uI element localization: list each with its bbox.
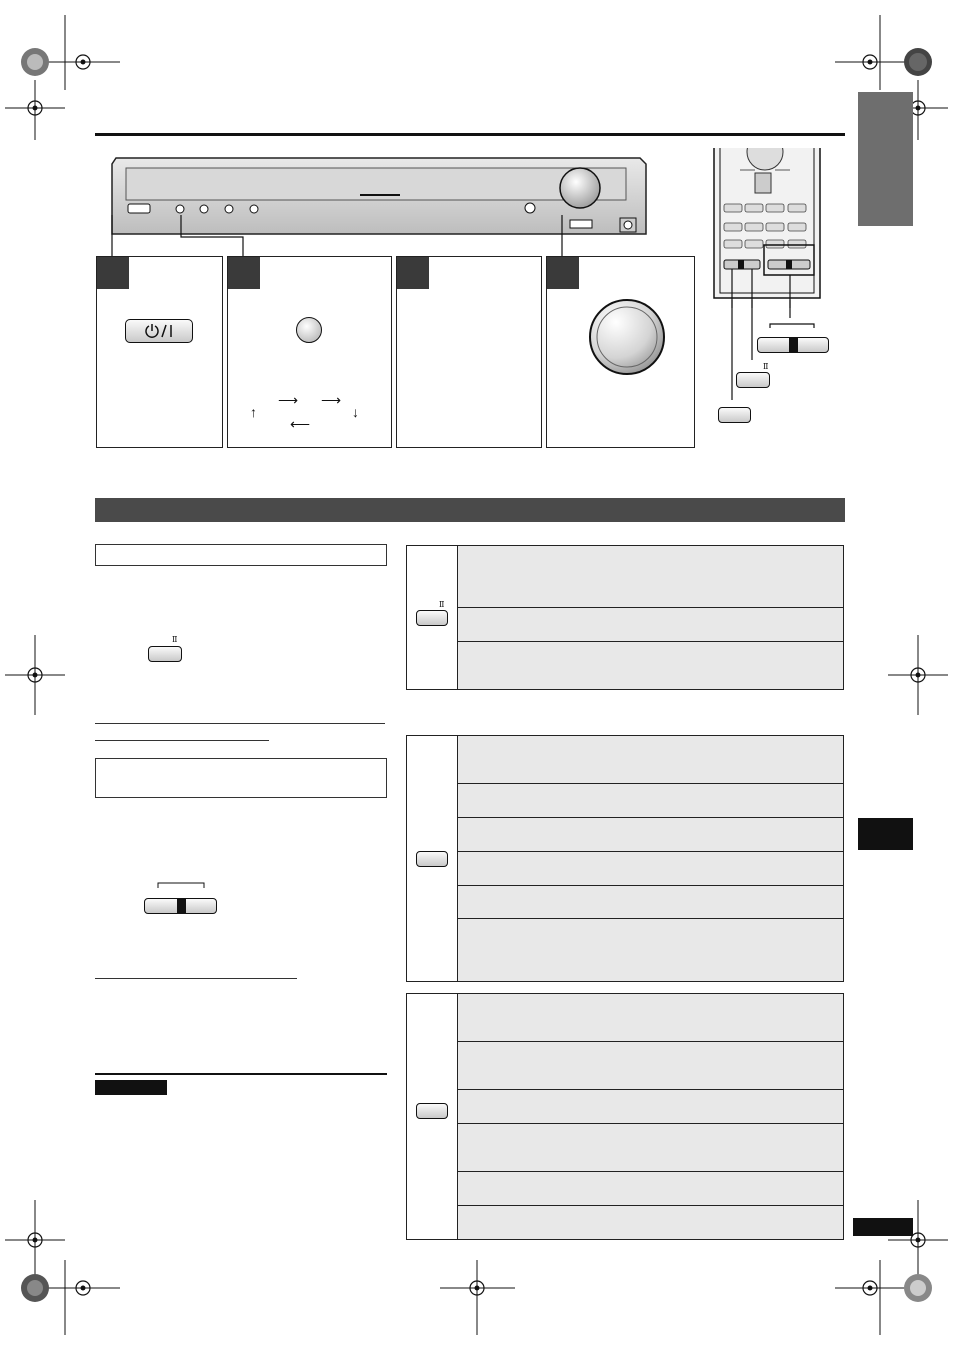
table-row xyxy=(458,1206,843,1239)
table-mode-2-button xyxy=(416,851,448,867)
table-mode-3-button xyxy=(416,1103,448,1119)
remote-pair-button[interactable] xyxy=(757,337,829,353)
table-row xyxy=(458,546,843,608)
pair-button[interactable] xyxy=(144,898,217,914)
pair-bracket xyxy=(156,880,206,890)
table-mode-ii-mark: Ⅱ xyxy=(439,600,445,609)
table-row xyxy=(458,852,843,886)
remote-button-single[interactable] xyxy=(718,407,751,423)
underline-1 xyxy=(95,723,385,724)
step-box-selector xyxy=(227,256,392,448)
remote-control-illustration xyxy=(710,148,835,308)
table-row xyxy=(458,919,843,981)
table-mode-ii-button xyxy=(416,610,448,626)
step-number-badge xyxy=(228,257,260,289)
mode-ii-button[interactable] xyxy=(148,646,182,662)
table-left-column xyxy=(407,736,458,981)
step-number-badge xyxy=(547,257,579,289)
side-tab-dark xyxy=(858,818,913,850)
table-row xyxy=(458,1172,843,1206)
table-row xyxy=(458,818,843,852)
cycle-arrow-right-2: ⟶ xyxy=(321,392,342,408)
power-icon xyxy=(125,319,193,343)
table-row xyxy=(458,736,843,784)
top-rule xyxy=(95,133,845,136)
step-box-power xyxy=(96,256,223,448)
table-row xyxy=(458,1042,843,1090)
mode-ii-mark-left: Ⅱ xyxy=(172,635,178,644)
cycle-arrow-right-1: ⟶ xyxy=(278,392,299,408)
remote-callout-lines xyxy=(710,300,835,410)
cycle-arrow-down: ↓ xyxy=(352,404,359,420)
note-rule xyxy=(95,1073,387,1075)
cycle-arrow-left: ⟵ xyxy=(290,416,311,432)
volume-knob[interactable] xyxy=(587,297,667,377)
table-left-column xyxy=(407,546,458,689)
table-row xyxy=(458,886,843,919)
step-box-volume xyxy=(546,256,695,448)
table-row xyxy=(458,784,843,818)
table-mode-2 xyxy=(406,735,844,982)
underline-3 xyxy=(95,978,297,979)
power-button[interactable] xyxy=(125,319,193,343)
underline-2 xyxy=(95,740,269,741)
table-left-column xyxy=(407,994,458,1239)
step-box-3 xyxy=(396,256,542,448)
remote-button-ii[interactable] xyxy=(736,372,770,388)
table-mode-ii xyxy=(406,545,844,690)
table-row xyxy=(458,608,843,642)
left-label-box-2 xyxy=(95,758,387,798)
mode-ii-mark: Ⅱ xyxy=(763,362,769,371)
cycle-arrow-up: ↑ xyxy=(250,404,257,420)
left-label-box-1 xyxy=(95,544,387,566)
side-tab-gray xyxy=(858,92,913,226)
section-header-bar xyxy=(95,498,845,522)
step-number-badge xyxy=(97,257,129,289)
note-badge xyxy=(95,1080,167,1095)
table-mode-3 xyxy=(406,993,844,1240)
selector-button[interactable] xyxy=(296,317,322,343)
table-row xyxy=(458,1090,843,1124)
table-row xyxy=(458,642,843,689)
page-number-tab xyxy=(853,1218,913,1236)
step-number-badge xyxy=(397,257,429,289)
table-row xyxy=(458,1124,843,1172)
table-row xyxy=(458,994,843,1042)
